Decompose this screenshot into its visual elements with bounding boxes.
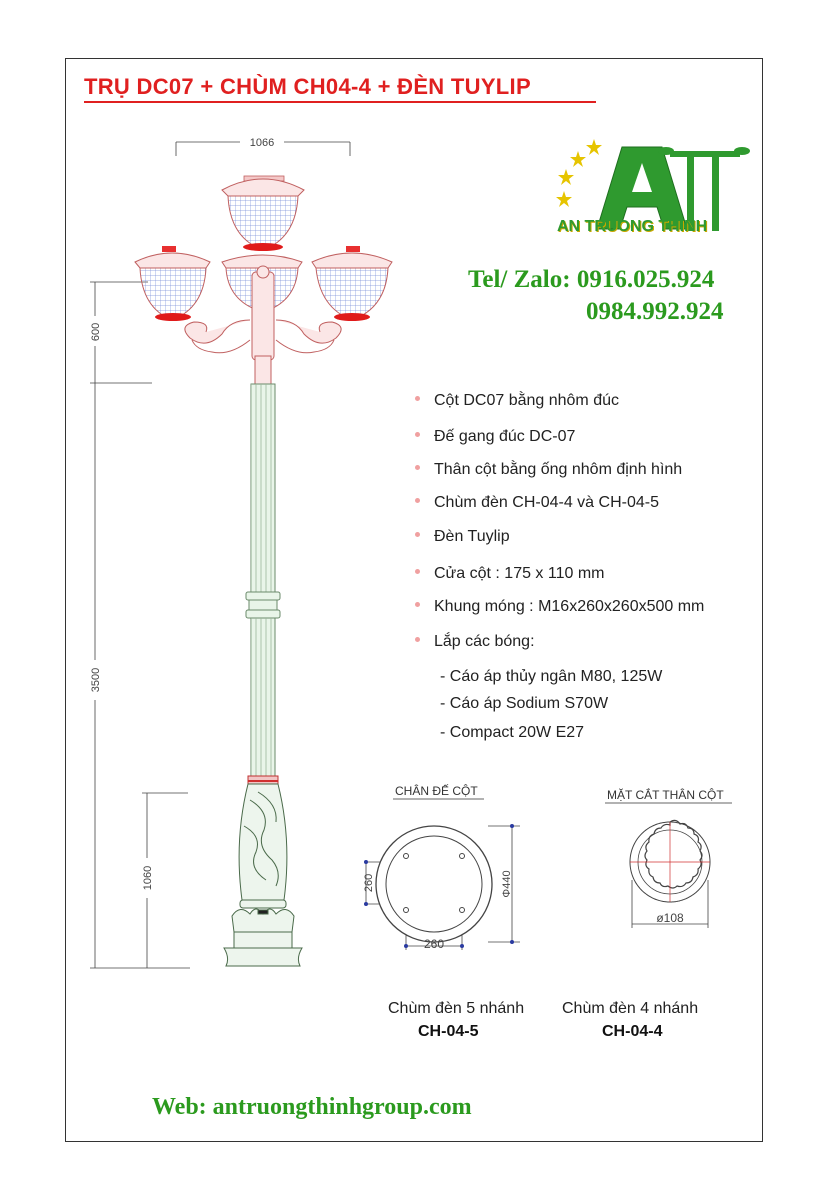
spec-item: [415, 633, 535, 651]
lamp-left: [135, 246, 210, 321]
spec-text: Thân cột bằng ống nhôm định hình: [434, 461, 683, 478]
bulb-item: - Cáo áp Sodium S70W: [440, 695, 609, 712]
bulb-item: - Cáo áp thủy ngân M80, 125W: [440, 668, 663, 685]
lamp-top: [222, 176, 304, 251]
spec-text: Chùm đèn CH-04-4 và CH-04-5: [434, 494, 659, 511]
logo-text: AN TRUONG THINH: [557, 218, 708, 235]
shaft-section-label: MẶT CẮT THÂN CỘT: [607, 788, 724, 802]
spec-item: [415, 392, 619, 410]
spec-text: Khung móng : M16x260x260x500 mm: [434, 598, 705, 615]
variant-code-5: CH-04-5: [418, 1023, 479, 1040]
spec-text: Lắp các bóng:: [434, 633, 535, 650]
dim-shaft-height: 3500: [90, 667, 102, 693]
dim-base-side: 260: [363, 873, 375, 893]
bullet-dot-icon: [415, 465, 420, 470]
chandelier-arms: [185, 266, 341, 384]
base-section-label: CHÂN ĐẾ CỘT: [395, 784, 478, 798]
dim-base-height: 1060: [142, 865, 154, 891]
dim-base-diameter: Φ440: [501, 870, 513, 898]
bullet-dot-icon: [415, 498, 420, 503]
variant-caption-4: Chùm đèn 4 nhánh: [562, 1000, 699, 1017]
spec-item: [415, 461, 682, 479]
pole-shaft: [246, 384, 280, 784]
dim-head-height: 600: [90, 322, 102, 342]
pole-base: [224, 784, 302, 966]
dim-shaft-diameter: ø108: [656, 911, 684, 925]
spec-item: [415, 494, 659, 512]
spec-text: Đế gang đúc DC-07: [434, 428, 576, 445]
dim-base-square: 260: [423, 937, 445, 951]
dim-top-width: 1066: [249, 137, 275, 149]
dimension-lines: [90, 142, 350, 968]
bullet-dot-icon: [415, 637, 420, 642]
spec-item: [415, 528, 510, 546]
spec-text: Cột DC07 bằng nhôm đúc: [434, 392, 619, 409]
contact-tel-line1: Tel/ Zalo: 0916.025.924: [468, 266, 715, 293]
base-section: [364, 824, 520, 950]
spec-item: [415, 428, 575, 446]
spec-item: [415, 598, 704, 616]
spec-text: Cửa cột : 175 x 110 mm: [434, 565, 605, 582]
bullet-dot-icon: [415, 532, 420, 537]
bullet-dot-icon: [415, 602, 420, 607]
spec-item: [415, 565, 604, 583]
spec-text: Đèn Tuylip: [434, 528, 510, 545]
contact-tel-line2: 0984.992.924: [586, 298, 724, 325]
bullet-dot-icon: [415, 432, 420, 437]
bullet-dot-icon: [415, 569, 420, 574]
lamp-right: [312, 246, 392, 321]
website-link[interactable]: Web: antruongthinhgroup.com: [152, 1094, 472, 1120]
variant-caption-5: Chùm đèn 5 nhánh: [388, 1000, 525, 1017]
variant-code-4: CH-04-4: [602, 1023, 663, 1040]
bullet-dot-icon: [415, 396, 420, 401]
bulb-item: - Compact 20W E27: [440, 724, 585, 741]
page-title: TRỤ DC07 + CHÙM CH04-4 + ĐÈN TUYLIP: [84, 74, 531, 99]
